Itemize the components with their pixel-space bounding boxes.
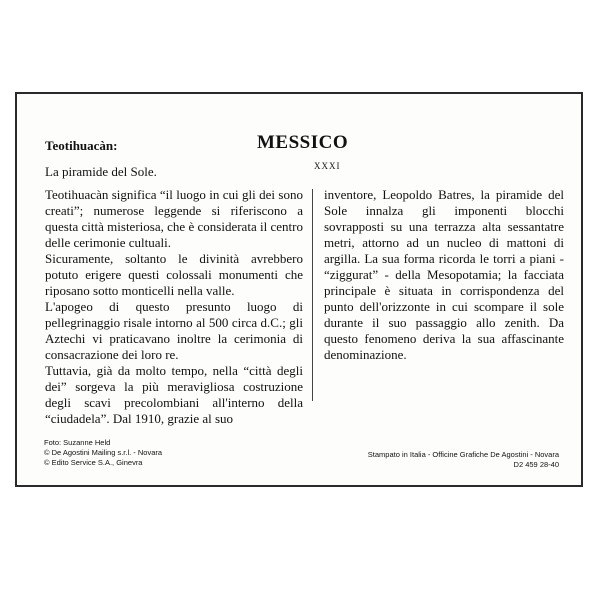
photo-credits [44,438,162,468]
credit-line: © Edito Service S.A., Ginevra [44,458,143,467]
postcard-back [15,92,583,487]
credit-line: © De Agostini Mailing s.r.l. - Novara [44,448,163,457]
section-title: Teotihuacàn: [45,138,118,153]
printer-line: Stampato in Italia - Officine Grafiche De Agostini - Novara [367,450,559,459]
subtitle: La piramide del Sole. [45,164,157,179]
main-title: MESSICO [257,132,349,153]
paragraph: Sicuramente, soltanto le divinità avrebbero potuto erigere questi colossali monumenti che riposano sotto monticelli nella valle. [45,251,303,298]
paragraph: Tuttavia, già da molto tempo, nella “città degli dei” sorgeva la più meravigliosa costruzione degli scavi precolombiani all'interno della “ciudadela”. Dal 1910, grazie al suo [45,363,303,426]
paragraph: inventore, Leopoldo Batres, la piramide del Sole innalza gli imponenti blocchi sovrapposti su una terrazza alta sessantatre metri, attorno ad un nucleo di mattoni di argilla. La sua forma ricorda le torri a piani - “ziggurat” - della Mesopotamia; la facciata principale è situata in corrispondenza del punto dell'orizzonte in cui scompare il sole durante il suo passaggio allo zenith. Da questo fenomeno deriva la sua affascinante denominazione. [324,187,564,362]
text-column-right [324,187,564,363]
printer-info [368,450,559,470]
paragraph: Teotihuacàn significa “il luogo in cui gli dei sono creati”; numerose leggende si riferiscono a questa città misteriosa, che è considerata il centro delle cerimonie cultuali. [45,187,303,250]
column-divider [312,189,313,401]
paragraph: L'apogeo di questo presunto luogo di pellegrinaggio risale intorno al 500 circa d.C.; gli Aztechi vi praticavano inoltre la cerimonia di consacrazione dei loro re. [45,299,303,362]
credit-line: Foto: Suzanne Held [44,438,111,447]
product-code: D2 459 28-40 [513,460,559,469]
text-column-left [45,187,303,427]
card-numeral: XXXI [314,161,341,171]
